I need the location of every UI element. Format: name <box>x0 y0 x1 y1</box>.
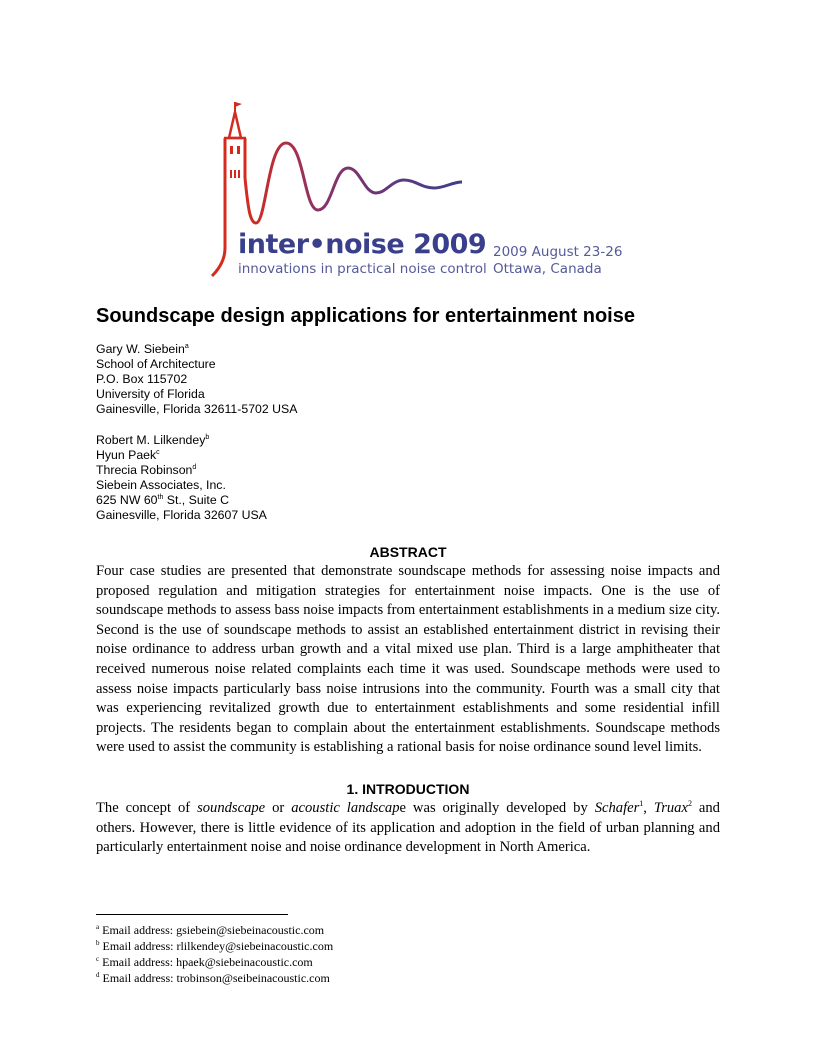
citation-name: Schafer <box>594 800 640 816</box>
author-block-1 <box>96 342 297 417</box>
logo-wordmark: inter•noise 2009 <box>238 229 487 260</box>
citation-name: Truax <box>653 800 688 816</box>
affiliation-line: P.O. Box 115702 <box>96 372 188 386</box>
affiliation-line: Gainesville, Florida 32611-5702 USA <box>96 402 298 416</box>
conference-logo <box>200 98 630 288</box>
introduction-text: The concept of soundscape or acoustic landscape was originally developed by Schafer$^1$, Truax$^2$ and others. However, there is little evidence of its application and adoption in the field of urban planning and particularly entertainment noise and noise ordinance development in North America. <box>96 799 720 856</box>
author-block-2 <box>96 433 267 523</box>
abstract-text: Four case studies are presented that demonstrate soundscape methods for assessing noise impacts and proposed regulation and mitigation strategies for entertainment noise impacts. One is the use of soundscape methods to assess bass noise impacts from entertainment establishments in a medium size city. Second is the use of soundscape methods to assist an established entertainment district in revising their noise ordinance to address urban growth and a vital mixed use plan. Third is a large amphitheater that received numerous noise related complaints each time it was used. Soundscape methods were used to assess noise impacts particularly bass noise intrusions into the community. Fourth was a small city that was experiencing revitalized growth due to entertainment establishments and some residential infill projects. The residents began to complain about the entertainment establishments. Soundscape methods were used to assist the community is establishing a rational basis for noise ordinance sound level limits. <box>96 563 720 756</box>
italic-term: soundscape <box>197 800 266 816</box>
italic-term: acoustic landscap <box>291 800 400 816</box>
footnotes <box>96 922 333 986</box>
affiliation-line: University of Florida <box>96 387 205 401</box>
affiliation-line: School of Architecture <box>96 357 216 371</box>
footnote-rule <box>96 914 288 915</box>
footnote: $^d$ Email address: trobinson@seibeinacoustic.com <box>96 971 330 985</box>
paper-title: Soundscape design applications for entertainment noise <box>96 305 635 327</box>
citation-number: 2 <box>687 799 692 808</box>
author-name: Robert M. Lilkendey$^b$ <box>96 433 210 447</box>
citation-number: 1 <box>639 799 644 808</box>
logo-tagline: innovations in practical noise control <box>238 261 487 277</box>
footnote: $^b$ Email address: rlilkendey@siebeinacoustic.com <box>96 939 334 953</box>
conference-location: Ottawa, Canada <box>493 261 602 277</box>
footnote: $^a$ Email address: gsiebein@siebeinacoustic.com <box>96 923 325 937</box>
abstract-heading: ABSTRACT <box>369 544 447 560</box>
author-name: Hyun Paek$^c$ <box>96 448 160 462</box>
introduction-heading: 1. INTRODUCTION <box>346 781 470 797</box>
affiliation-line: 625 NW 60th St., Suite C <box>96 493 229 507</box>
author-name: Threcia Robinson$^d$ <box>96 463 197 477</box>
author-name: Gary W. Siebein$^a$ <box>96 342 189 356</box>
affiliation-line: Gainesville, Florida 32607 USA <box>96 508 267 522</box>
footnote: $^c$ Email address: hpaek@siebeinacoustic.com <box>96 955 313 969</box>
affiliation-line: Siebein Associates, Inc. <box>96 478 226 492</box>
conference-dates: 2009 August 23-26 <box>493 244 623 260</box>
